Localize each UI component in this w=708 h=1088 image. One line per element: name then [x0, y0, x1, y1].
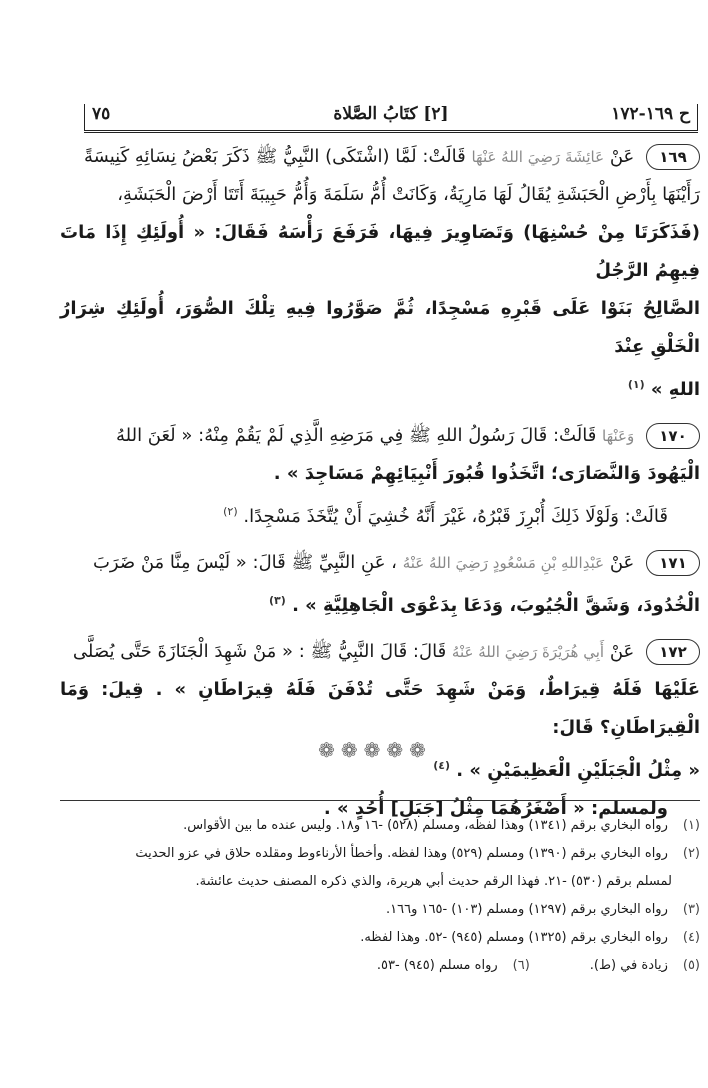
footnotes: [60, 812, 700, 980]
footnote-number: (٢): [682, 846, 700, 861]
page-number: ٧٥: [92, 104, 111, 124]
footnote-text: رواه البخاري برقم (١٣٩٠) ومسلم (٥٢٩) وهذا لفظه. وأخطأ الأرناءوط ومقلده حلاق في عزو الحديث: [135, 846, 668, 861]
main-text: [60, 138, 700, 836]
hadith-number-badge: ١٧٢: [646, 639, 700, 665]
hadith-170: [60, 417, 700, 536]
footnote-2-continued: لمسلم برقم (٥٣٠) -٢١. فهذا الرقم حديث أبي هريرة، والذي ذكره المصنف حديث عائشة.: [195, 874, 672, 889]
hadith-169: [60, 138, 700, 409]
footnote-number: (١): [682, 818, 700, 833]
footnote-3: [60, 896, 700, 924]
footnote-text: رواه مسلم (٩٤٥) -٥٣.: [376, 958, 498, 973]
hadith-line: (فَذَكَرَتَا مِنْ حُسْنِهَا) وَتَصَاوِيرَ فِيهَا، فَرَفَعَ رَأْسَهُ فَقَالَ: « أُولَئِكِ إِذَا مَاتَ فِيهِمُ الرَّجُلُ: [60, 222, 700, 281]
narrator: وَعَنْهَا: [602, 427, 635, 445]
hadith-intro: عَنْ: [609, 641, 635, 662]
hadith-line: الصَّالِحُ بَنَوْا عَلَى قَبْرِهِ مَسْجِدًا، ثُمَّ صَوَّرُوا فِيهِ تِلْكَ الصُّوَرَ، أُولَئِكِ شِرَارُ الْخَلْقِ عِنْدَ: [60, 298, 700, 357]
footnote-text: رواه البخاري برقم (١٣٤١) وهذا لفظه، ومسلم (٥٢٨) -١٦ و١٨. وليس عنده ما بين الأقواس.: [183, 818, 668, 833]
footnote-1: [60, 812, 700, 840]
footnote-number: (٤): [682, 930, 700, 945]
hadith-line: اللهِ »: [650, 379, 700, 400]
footnote-mark: (٣): [269, 594, 286, 607]
hadith-range: ح ١٦٩-١٧٢: [611, 104, 690, 124]
chapter-title: [٢] كتَابُ الصَّلاة: [333, 104, 449, 124]
footnote-mark: (٤): [433, 759, 450, 772]
footnote-text: زيادة في (ط).: [589, 958, 668, 973]
hadith-extra: قَالَتْ: وَلَوْلَا ذَلِكَ أُبْرِزَ قَبْرُهُ، غَيْرَ أَنَّهُ خُشِيَ أَنْ يُتَّخَذَ مَسْجِدًا.: [243, 506, 668, 527]
hadith-line: عَلَيْهَا فَلَهُ قِيرَاطٌ، وَمَنْ شَهِدَ حَتَّى تُدْفَنَ فَلَهُ قِيرَاطَانِ » . قِيلَ: وَمَا الْقِيرَاطَانِ؟ قَالَ:: [60, 679, 700, 738]
hadith-number-badge: ١٧١: [646, 550, 700, 576]
narrator: عَبْدِاللهِ بْنِ مَسْعُودٍ رَضِيَ اللهُ عَنْهُ: [402, 554, 605, 572]
hadith-171: [60, 544, 700, 625]
hadith-line: « مِثْلُ الْجَبَلَيْنِ الْعَظِيمَيْنِ » .: [456, 760, 700, 781]
section-ornament: ❁❁❁❁❁: [318, 738, 432, 762]
hadith-172: [60, 633, 700, 828]
footnote-2: [60, 840, 700, 868]
footnote-mark: (٢): [223, 505, 238, 518]
footnote-5: [590, 952, 700, 980]
footnote-text: رواه البخاري برقم (١٣٢٥) ومسلم (٩٤٥) -٥٢. وهذا لفظه.: [360, 930, 668, 945]
footnote-number: (٥): [682, 958, 700, 973]
footnote-number: (٣): [682, 902, 700, 917]
hadith-line: قَالَتْ: قَالَ رَسُولُ اللهِ ﷺ فِي مَرَضِهِ الَّذِي لَمْ يَقُمْ مِنْهُ: « لَعَنَ اللهُ: [115, 425, 597, 446]
hadith-line: ، عَنِ النَّبِيِّ ﷺ قَالَ: « لَيْسَ مِنَّا مَنْ ضَرَبَ: [92, 552, 397, 573]
footnote-5-6: [60, 952, 700, 980]
hadith-line: رَأَيْنَهَا بِأَرْضِ الْحَبَشَةِ يُقَالُ لَهَا مَارِيَةُ، وَكَانَتْ أُمُّ سَلَمَةَ وَأُمُّ حَبِيبَةَ أَتَتَا أَرْضَ الْحَبَشَةِ،: [117, 184, 700, 205]
narrator: عَائِشَةَ رَضِيَ اللهُ عَنْهَا: [471, 148, 605, 166]
footnote-4: [60, 924, 700, 952]
hadith-line: الْيَهُودَ وَالنَّصَارَى؛ اتَّخَذُوا قُبُورَ أَنْبِيَائِهِمْ مَسَاجِدَ » .: [273, 463, 700, 484]
hadith-extra: ولمسلم: « أَصْغَرُهُمَا مِثْلُ [جَبَلِ] أُحُدٍ » .: [323, 798, 668, 819]
narrator: أَبِي هُرَيْرَةَ رَضِيَ اللهُ عَنْهُ: [451, 643, 605, 661]
hadith-line: الْخُدُودَ، وَشَقَّ الْجُيُوبَ، وَدَعَا بِدَعْوَى الْجَاهِلِيَّةِ » .: [292, 595, 700, 616]
hadith-number-badge: ١٦٩: [646, 144, 700, 170]
footnote-text: رواه البخاري برقم (١٢٩٧) ومسلم (١٠٣) -١٦٥ و١٦٦.: [385, 902, 668, 917]
running-header: [84, 100, 698, 133]
hadith-intro: عَنْ: [609, 146, 635, 167]
footnote-number: (٦): [512, 958, 530, 973]
hadith-line: قَالَتْ: لَمَّا (اشْتَكَى) النَّبِيُّ ﷺ ذَكَرَ بَعْضُ نِسَائِهِ كَنِيسَةً: [84, 146, 466, 167]
footnote-divider: [60, 800, 700, 801]
footnote-mark: (١): [627, 378, 645, 391]
hadith-number-badge: ١٧٠: [646, 423, 700, 449]
hadith-line: قَالَ: قَالَ النَّبِيُّ ﷺ : « مَنْ شَهِدَ الْجَنَازَةَ حَتَّى يُصَلَّى: [72, 641, 447, 662]
footnote-6: [377, 952, 530, 980]
hadith-intro: عَنْ: [609, 552, 635, 573]
